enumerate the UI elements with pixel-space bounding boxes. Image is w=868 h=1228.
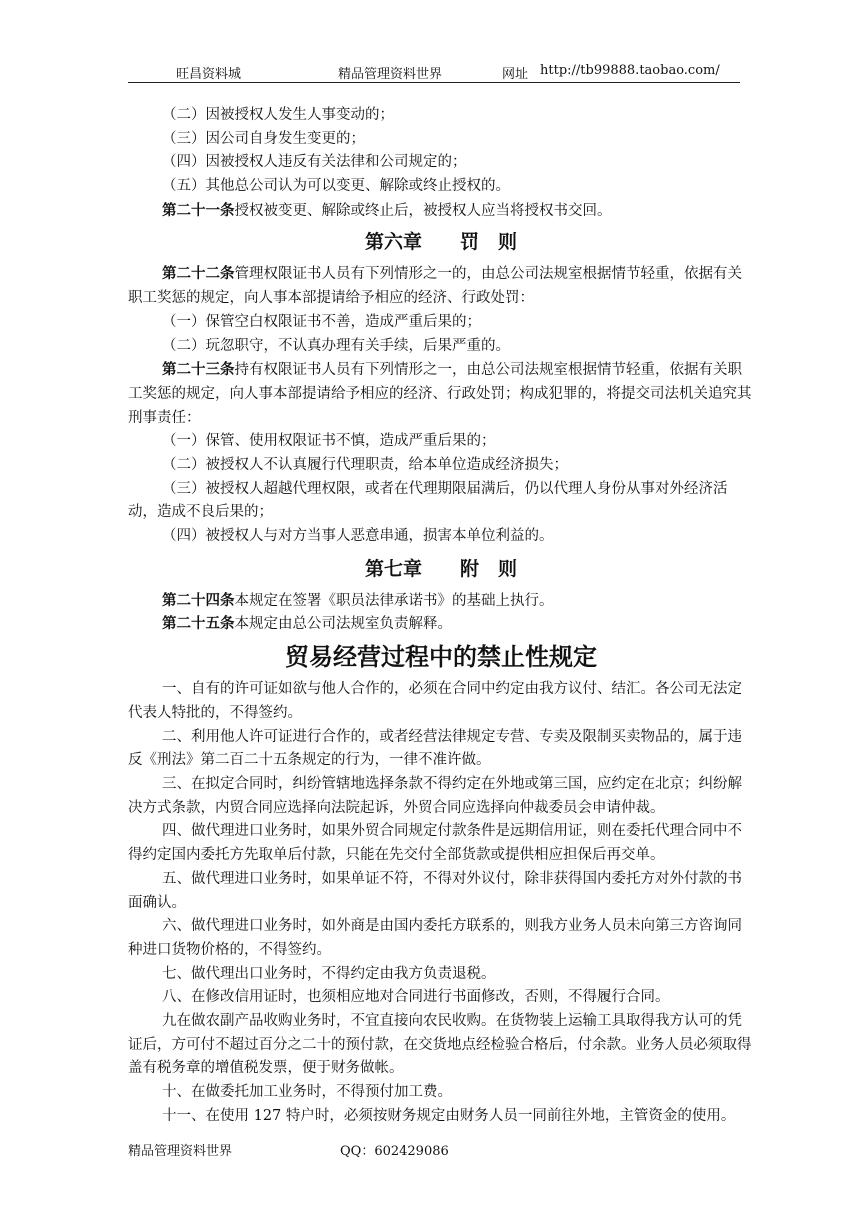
article-number: 第二十三条 (162, 361, 235, 379)
header-site-name: 精品管理资料世界 (338, 67, 443, 82)
article-number: 第二十二条 (162, 265, 235, 283)
list-item: （二）玩忽职守，不认真办理有关手续，后果严重的。 (162, 337, 510, 354)
article-22 (128, 262, 754, 310)
article-21 (128, 199, 754, 223)
article-number: 第二十一条 (162, 201, 235, 219)
article-24 (128, 589, 754, 613)
footer-qq: QQ：602429086 (340, 1144, 449, 1159)
rule-item: 九在做农副产品收购业务时，不宜直接向农民收购。在货物装上运输工具取得我方认可的凭证后，方可付不超过百分之二十的预付款，在交货地点经检验合格后，付余款。业务人员必须取得盖有税务章的增值税发票，便于财务做帐。 (128, 1013, 752, 1077)
header-url-label: 网址 (502, 67, 529, 82)
list-item: （三）因公司自身发生变更的； (162, 130, 365, 147)
rule-item: 一、自有的许可证如欲与他人合作的，必须在合同中约定由我方议付、结汇。各公司无法定代表人特批的，不得签约。 (128, 681, 742, 721)
rule-item: 三、在拟定合同时，纠纷管辖地选择条款不得约定在外地或第三国，应约定在北京；纠纷解决方式条款，内贸合同应选择向法院起诉，外贸合同应选择向仲裁委员会申请仲裁。 (128, 775, 742, 816)
header-shop-name: 旺昌资料城 (176, 67, 242, 82)
page-header (128, 60, 740, 83)
chapter-6-heading: 第六章 罚 则 (364, 231, 517, 254)
rule-item: 八、在修改信用证时，也须相应地对合同进行书面修改，否则，不得履行合同。 (162, 989, 670, 1006)
list-item: （二）被授权人不认真履行代理职责，给本单位造成经济损失； (162, 457, 568, 474)
article-number: 第二十五条 (162, 615, 235, 633)
rule-item: 十、在做委托加工业务时，不得预付加工费。 (162, 1084, 452, 1101)
article-text: 授权被变更、解除或终止后，被授权人应当将授权书交回。 (234, 202, 612, 219)
article-25 (128, 612, 754, 636)
rule-item: 六、做代理进口业务时，如外商是由国内委托方联系的，则我方业务人员未向第三方咨询同种进口货物价格的，不得签约。 (128, 918, 742, 958)
document-title: 贸易经营过程中的禁止性规定 (285, 643, 597, 672)
rule-item: 四、做代理进口业务时，如果外贸合同规定付款条件是远期信用证，则在委托代理合同中不得约定国内委托方先取单后付款，只能在先交付全部货款或提供相应担保后再交单。 (128, 823, 742, 864)
chapter-7-heading: 第七章 附 则 (364, 557, 517, 580)
article-23 (128, 358, 754, 430)
list-item: （一）保管空白权限证书不善，造成严重后果的； (162, 313, 481, 330)
list-item: （五）其他总公司认为可以变更、解除或终止授权的。 (162, 178, 510, 195)
list-item: （一）保管、使用权限证书不慎，造成严重后果的； (162, 433, 496, 450)
list-item: （二）因被授权人发生人事变动的； (162, 107, 394, 123)
article-number: 第二十四条 (162, 591, 235, 609)
footer-site-name: 精品管理资料世界 (128, 1144, 233, 1159)
article-text: 持有权限证书人员有下列情形之一，由总公司法规室根据情节轻重，依据有关职工奖惩的规定，向人事本部提请给予相应的经济、行政处罚；构成犯罪的，将提交司法机关追究其刑事责任： (128, 362, 752, 426)
article-text: 本规定由总公司法规室负责解释。 (234, 616, 452, 633)
rule-item: 十一、在使用 127 特户时，必须按财务规定由财务人员一同前往外地，主管资金的使用。 (162, 1107, 736, 1124)
list-item: （四）被授权人与对方当事人恶意串通，损害本单位利益的。 (162, 528, 554, 545)
rule-item: 七、做代理出口业务时，不得约定由我方负责退税。 (162, 965, 496, 982)
document-body (128, 104, 754, 1129)
article-text: 管理权限证书人员有下列情形之一的，由总公司法规室根据情节轻重，依据有关职工奖惩的规定，向人事本部提请给予相应的经济、行政处罚： (128, 266, 742, 307)
header-url[interactable]: http://tb99888.taobao.com/ (540, 63, 720, 78)
rule-item: 二、利用他人许可证进行合作的，或者经营法律规定专营、专卖及限制买卖物品的，属于违反《刑法》第二百二十五条规定的行为，一律不准许做。 (128, 728, 742, 769)
list-item: （四）因被授权人违反有关法律和公司规定的； (162, 154, 467, 171)
list-item: （三）被授权人超越代理权限，或者在代理期限届满后，仍以代理人身份从事对外经济活动，造成不良后果的； (128, 480, 728, 521)
rule-item: 五、做代理进口业务时，如果单证不符，不得对外议付，除非获得国内委托方对外付款的书面确认。 (128, 870, 742, 911)
article-text: 本规定在签署《职员法律承诺书》的基础上执行。 (234, 592, 554, 609)
